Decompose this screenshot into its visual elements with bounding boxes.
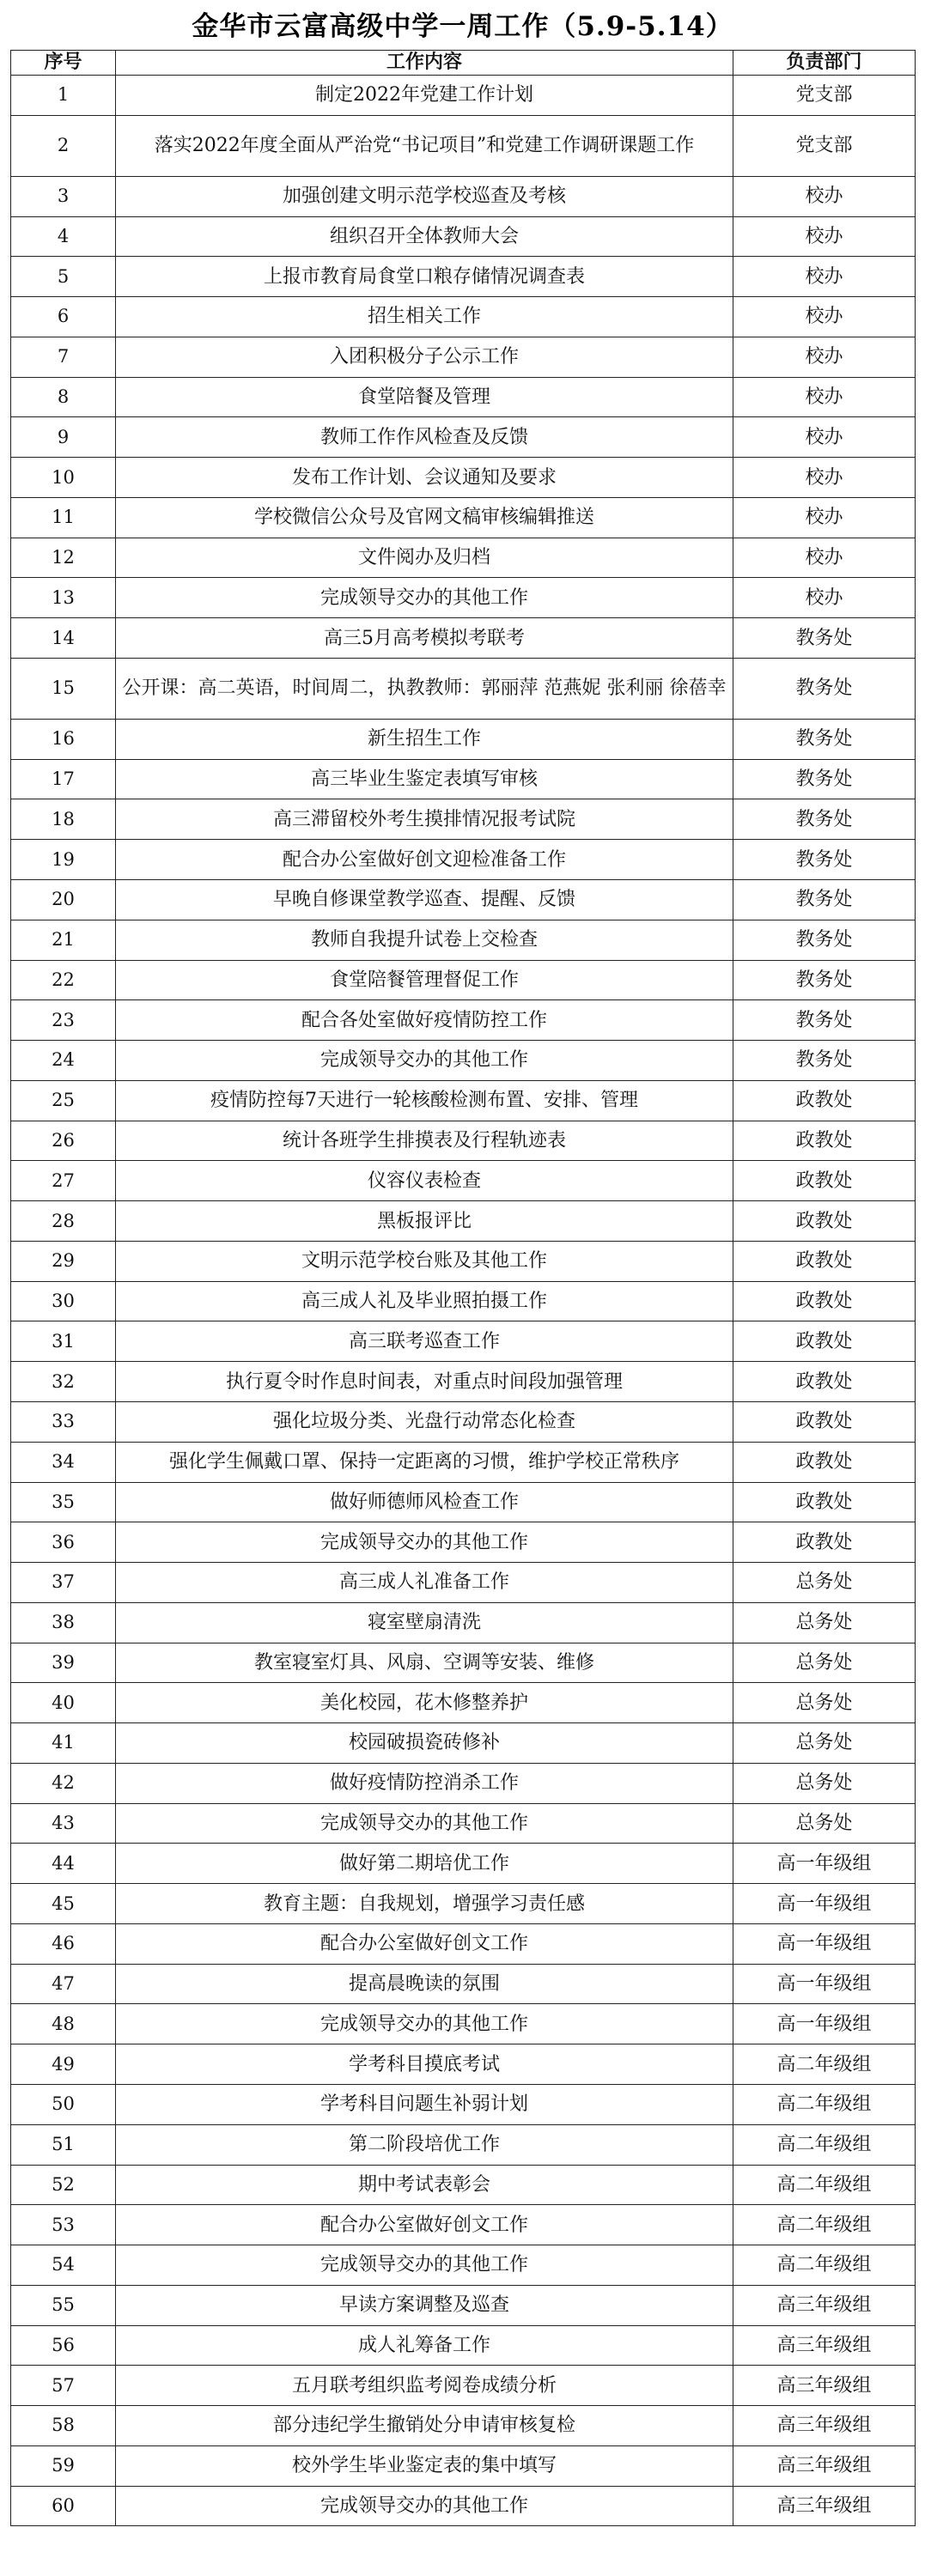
table-row — [11, 1321, 916, 1362]
table-row — [11, 759, 916, 799]
serial-number-cell: 56 — [11, 2325, 116, 2366]
work-content-cell: 完成领导交办的其他工作 — [116, 1522, 733, 1563]
serial-number-cell: 43 — [11, 1803, 116, 1844]
responsible-department-cell: 高二年级组 — [733, 2245, 916, 2286]
responsible-department-cell: 总务处 — [733, 1803, 916, 1844]
work-content-cell: 学考科目问题生补弱计划 — [116, 2084, 733, 2124]
work-content-cell: 配合各处室做好疫情防控工作 — [116, 1000, 733, 1041]
serial-number-cell: 31 — [11, 1321, 116, 1362]
work-content-cell: 教育主题：自我规划，增强学习责任感 — [116, 1884, 733, 1924]
responsible-department-cell: 政教处 — [733, 1522, 916, 1563]
responsible-department-cell: 教务处 — [733, 759, 916, 799]
work-content-cell: 上报市教育局食堂口粮存储情况调查表 — [116, 257, 733, 297]
responsible-department-cell: 高三年级组 — [733, 2406, 916, 2446]
work-content-cell: 第二阶段培优工作 — [116, 2124, 733, 2165]
serial-number-cell: 25 — [11, 1080, 116, 1121]
responsible-department-cell: 政教处 — [733, 1482, 916, 1522]
serial-number-cell: 2 — [11, 115, 116, 176]
table-row — [11, 216, 916, 257]
table-row — [11, 2084, 916, 2124]
responsible-department-cell: 教务处 — [733, 658, 916, 719]
work-content-cell: 教室寝室灯具、风扇、空调等安装、维修 — [116, 1643, 733, 1683]
table-row — [11, 2245, 916, 2286]
serial-number-cell: 27 — [11, 1161, 116, 1201]
serial-number-cell: 45 — [11, 1884, 116, 1924]
serial-number-cell: 51 — [11, 2124, 116, 2165]
responsible-department-cell: 政教处 — [733, 1080, 916, 1121]
table-row — [11, 1121, 916, 1161]
serial-number-cell: 23 — [11, 1000, 116, 1041]
work-content-cell: 完成领导交办的其他工作 — [116, 1803, 733, 1844]
work-content-cell: 高三成人礼及毕业照拍摄工作 — [116, 1281, 733, 1321]
table-row — [11, 2165, 916, 2205]
work-content-cell: 完成领导交办的其他工作 — [116, 2486, 733, 2526]
serial-number-cell: 18 — [11, 799, 116, 840]
serial-number-cell: 13 — [11, 578, 116, 618]
table-row — [11, 1442, 916, 1482]
responsible-department-cell: 总务处 — [733, 1563, 916, 1603]
serial-number-cell: 7 — [11, 337, 116, 377]
responsible-department-cell: 政教处 — [733, 1281, 916, 1321]
table-row — [11, 1482, 916, 1522]
work-content-cell: 配合办公室做好创文工作 — [116, 2205, 733, 2245]
table-row — [11, 1763, 916, 1803]
work-content-cell: 文明示范学校台账及其他工作 — [116, 1241, 733, 1281]
table-row — [11, 1000, 916, 1041]
responsible-department-cell: 高三年级组 — [733, 2445, 916, 2486]
table-row — [11, 257, 916, 297]
table-row — [11, 2285, 916, 2325]
table-row — [11, 1563, 916, 1603]
table-row — [11, 920, 916, 960]
work-content-cell: 提高晨晚读的氛围 — [116, 1964, 733, 2004]
work-content-cell: 制定2022年党建工作计划 — [116, 76, 733, 116]
work-content-cell: 配合办公室做好创文工作 — [116, 1923, 733, 1964]
table-row — [11, 960, 916, 1000]
serial-number-cell: 54 — [11, 2245, 116, 2286]
responsible-department-cell: 党支部 — [733, 76, 916, 116]
work-content-cell: 落实2022年度全面从严治党“书记项目”和党建工作调研课题工作 — [116, 115, 733, 176]
table-row — [11, 2004, 916, 2044]
responsible-department-cell: 党支部 — [733, 115, 916, 176]
serial-number-cell: 50 — [11, 2084, 116, 2124]
work-content-cell: 统计各班学生排摸表及行程轨迹表 — [116, 1121, 733, 1161]
responsible-department-cell: 教务处 — [733, 960, 916, 1000]
work-content-cell: 执行夏令时作息时间表，对重点时间段加强管理 — [116, 1362, 733, 1402]
responsible-department-cell: 高三年级组 — [733, 2285, 916, 2325]
work-content-cell: 食堂陪餐及管理 — [116, 377, 733, 417]
work-content-cell: 高三5月高考模拟考联考 — [116, 618, 733, 659]
table-row — [11, 1723, 916, 1764]
work-content-cell: 仪容仪表检查 — [116, 1161, 733, 1201]
responsible-department-cell: 校办 — [733, 417, 916, 458]
work-content-cell: 做好第二期培优工作 — [116, 1844, 733, 1884]
serial-number-cell: 1 — [11, 76, 116, 116]
responsible-department-cell: 校办 — [733, 578, 916, 618]
work-content-cell: 完成领导交办的其他工作 — [116, 578, 733, 618]
work-content-cell: 期中考试表彰会 — [116, 2165, 733, 2205]
responsible-department-cell: 总务处 — [733, 1643, 916, 1683]
serial-number-cell: 14 — [11, 618, 116, 659]
responsible-department-cell: 教务处 — [733, 840, 916, 880]
work-content-cell: 部分违纪学生撤销处分申请审核复检 — [116, 2406, 733, 2446]
serial-number-cell: 22 — [11, 960, 116, 1000]
serial-number-cell: 53 — [11, 2205, 116, 2245]
serial-number-cell: 30 — [11, 1281, 116, 1321]
work-content-cell: 食堂陪餐管理督促工作 — [116, 960, 733, 1000]
responsible-department-cell: 总务处 — [733, 1723, 916, 1764]
table-row — [11, 658, 916, 719]
responsible-department-cell: 校办 — [733, 377, 916, 417]
responsible-department-cell: 高三年级组 — [733, 2325, 916, 2366]
table-row — [11, 337, 916, 377]
serial-number-cell: 20 — [11, 880, 116, 920]
responsible-department-cell: 校办 — [733, 538, 916, 578]
responsible-department-cell: 高二年级组 — [733, 2165, 916, 2205]
work-content-cell: 高三滞留校外考生摸排情况报考试院 — [116, 799, 733, 840]
serial-number-cell: 39 — [11, 1643, 116, 1683]
responsible-department-cell: 校办 — [733, 176, 916, 216]
responsible-department-cell: 高一年级组 — [733, 2004, 916, 2044]
serial-number-cell: 5 — [11, 257, 116, 297]
work-content-cell: 学校微信公众号及官网文稿审核编辑推送 — [116, 497, 733, 538]
responsible-department-cell: 教务处 — [733, 618, 916, 659]
responsible-department-cell: 校办 — [733, 257, 916, 297]
table-row — [11, 115, 916, 176]
responsible-department-cell: 校办 — [733, 497, 916, 538]
work-content-cell: 做好师德师风检查工作 — [116, 1482, 733, 1522]
responsible-department-cell: 高二年级组 — [733, 2084, 916, 2124]
table-row — [11, 719, 916, 759]
table-row — [11, 1241, 916, 1281]
header-serial-number: 序号 — [11, 51, 116, 76]
work-content-cell: 完成领导交办的其他工作 — [116, 2245, 733, 2286]
work-content-cell: 高三毕业生鉴定表填写审核 — [116, 759, 733, 799]
responsible-department-cell: 教务处 — [733, 719, 916, 759]
table-row — [11, 840, 916, 880]
header-responsible-department: 负责部门 — [733, 51, 916, 76]
responsible-department-cell: 高三年级组 — [733, 2486, 916, 2526]
serial-number-cell: 37 — [11, 1563, 116, 1603]
responsible-department-cell: 高一年级组 — [733, 1964, 916, 2004]
responsible-department-cell: 高三年级组 — [733, 2366, 916, 2406]
table-row — [11, 1080, 916, 1121]
work-content-cell: 做好疫情防控消杀工作 — [116, 1763, 733, 1803]
responsible-department-cell: 教务处 — [733, 880, 916, 920]
table-row — [11, 1602, 916, 1643]
table-row — [11, 497, 916, 538]
serial-number-cell: 6 — [11, 297, 116, 337]
serial-number-cell: 42 — [11, 1763, 116, 1803]
work-content-cell: 配合办公室做好创文迎检准备工作 — [116, 840, 733, 880]
header-row — [11, 51, 916, 76]
table-body — [11, 76, 916, 2526]
table-row — [11, 76, 916, 116]
responsible-department-cell: 教务处 — [733, 799, 916, 840]
serial-number-cell: 59 — [11, 2445, 116, 2486]
table-row — [11, 618, 916, 659]
document-title: 金华市云富高级中学一周工作（5.9-5.14） — [192, 11, 733, 42]
responsible-department-cell: 政教处 — [733, 1401, 916, 1442]
serial-number-cell: 41 — [11, 1723, 116, 1764]
table-row — [11, 2366, 916, 2406]
table-row — [11, 1844, 916, 1884]
work-content-cell: 早晚自修课堂教学巡查、提醒、反馈 — [116, 880, 733, 920]
work-content-cell: 黑板报评比 — [116, 1201, 733, 1242]
table-row — [11, 1161, 916, 1201]
table-row — [11, 1803, 916, 1844]
work-content-cell: 文件阅办及归档 — [116, 538, 733, 578]
serial-number-cell: 58 — [11, 2406, 116, 2446]
responsible-department-cell: 校办 — [733, 297, 916, 337]
table-row — [11, 1884, 916, 1924]
work-content-cell: 完成领导交办的其他工作 — [116, 1041, 733, 1081]
responsible-department-cell: 政教处 — [733, 1362, 916, 1402]
work-content-cell: 招生相关工作 — [116, 297, 733, 337]
serial-number-cell: 10 — [11, 458, 116, 498]
table-row — [11, 1201, 916, 1242]
responsible-department-cell: 高一年级组 — [733, 1923, 916, 1964]
table-row — [11, 377, 916, 417]
serial-number-cell: 12 — [11, 538, 116, 578]
table-row — [11, 2124, 916, 2165]
responsible-department-cell: 政教处 — [733, 1241, 916, 1281]
serial-number-cell: 33 — [11, 1401, 116, 1442]
serial-number-cell: 60 — [11, 2486, 116, 2526]
table-row — [11, 1683, 916, 1723]
table-row — [11, 1964, 916, 2004]
responsible-department-cell: 校办 — [733, 458, 916, 498]
table-row — [11, 1522, 916, 1563]
responsible-department-cell: 高一年级组 — [733, 1844, 916, 1884]
table-row — [11, 1923, 916, 1964]
work-content-cell: 发布工作计划、会议通知及要求 — [116, 458, 733, 498]
work-content-cell: 校园破损瓷砖修补 — [116, 1723, 733, 1764]
serial-number-cell: 48 — [11, 2004, 116, 2044]
responsible-department-cell: 政教处 — [733, 1121, 916, 1161]
serial-number-cell: 4 — [11, 216, 116, 257]
work-content-cell: 寝室壁扇清洗 — [116, 1602, 733, 1643]
responsible-department-cell: 高二年级组 — [733, 2124, 916, 2165]
table-row — [11, 458, 916, 498]
responsible-department-cell: 校办 — [733, 216, 916, 257]
work-content-cell: 高三成人礼准备工作 — [116, 1563, 733, 1603]
table-row — [11, 2486, 916, 2526]
table-row — [11, 1643, 916, 1683]
table-row — [11, 2044, 916, 2085]
work-content-cell: 成人礼筹备工作 — [116, 2325, 733, 2366]
work-content-cell: 校外学生毕业鉴定表的集中填写 — [116, 2445, 733, 2486]
serial-number-cell: 38 — [11, 1602, 116, 1643]
serial-number-cell: 9 — [11, 417, 116, 458]
serial-number-cell: 34 — [11, 1442, 116, 1482]
work-content-cell: 教师自我提升试卷上交检查 — [116, 920, 733, 960]
work-content-cell: 美化校园，花木修整养护 — [116, 1683, 733, 1723]
table-row — [11, 297, 916, 337]
serial-number-cell: 19 — [11, 840, 116, 880]
weekly-work-table — [10, 50, 916, 2526]
table-row — [11, 1362, 916, 1402]
serial-number-cell: 15 — [11, 658, 116, 719]
serial-number-cell: 3 — [11, 176, 116, 216]
table-row — [11, 578, 916, 618]
serial-number-cell: 52 — [11, 2165, 116, 2205]
table-row — [11, 1401, 916, 1442]
responsible-department-cell: 教务处 — [733, 920, 916, 960]
responsible-department-cell: 总务处 — [733, 1683, 916, 1723]
serial-number-cell: 11 — [11, 497, 116, 538]
serial-number-cell: 24 — [11, 1041, 116, 1081]
responsible-department-cell: 校办 — [733, 337, 916, 377]
responsible-department-cell: 总务处 — [733, 1763, 916, 1803]
serial-number-cell: 8 — [11, 377, 116, 417]
table-row — [11, 1041, 916, 1081]
responsible-department-cell: 政教处 — [733, 1321, 916, 1362]
table-row — [11, 538, 916, 578]
responsible-department-cell: 政教处 — [733, 1161, 916, 1201]
work-content-cell: 教师工作作风检查及反馈 — [116, 417, 733, 458]
table-row — [11, 799, 916, 840]
responsible-department-cell: 教务处 — [733, 1000, 916, 1041]
work-content-cell: 强化学生佩戴口罩、保持一定距离的习惯，维护学校正常秩序 — [116, 1442, 733, 1482]
table-row — [11, 417, 916, 458]
work-content-cell: 疫情防控每7天进行一轮核酸检测布置、安排、管理 — [116, 1080, 733, 1121]
responsible-department-cell: 高二年级组 — [733, 2044, 916, 2085]
serial-number-cell: 21 — [11, 920, 116, 960]
work-content-cell: 高三联考巡查工作 — [116, 1321, 733, 1362]
table-row — [11, 880, 916, 920]
serial-number-cell: 57 — [11, 2366, 116, 2406]
serial-number-cell: 36 — [11, 1522, 116, 1563]
serial-number-cell: 40 — [11, 1683, 116, 1723]
work-content-cell: 完成领导交办的其他工作 — [116, 2004, 733, 2044]
table-row — [11, 2205, 916, 2245]
serial-number-cell: 46 — [11, 1923, 116, 1964]
responsible-department-cell: 教务处 — [733, 1041, 916, 1081]
work-content-cell: 公开课：高二英语，时间周二，执教教师：郭丽萍 范燕妮 张利丽 徐蓓幸 — [116, 658, 733, 719]
work-content-cell: 五月联考组织监考阅卷成绩分析 — [116, 2366, 733, 2406]
work-content-cell: 加强创建文明示范学校巡查及考核 — [116, 176, 733, 216]
work-content-cell: 学考科目摸底考试 — [116, 2044, 733, 2085]
serial-number-cell: 29 — [11, 1241, 116, 1281]
serial-number-cell: 17 — [11, 759, 116, 799]
responsible-department-cell: 高一年级组 — [733, 1884, 916, 1924]
serial-number-cell: 16 — [11, 719, 116, 759]
responsible-department-cell: 政教处 — [733, 1201, 916, 1242]
table-row — [11, 176, 916, 216]
serial-number-cell: 28 — [11, 1201, 116, 1242]
table-row — [11, 2406, 916, 2446]
work-content-cell: 早读方案调整及巡查 — [116, 2285, 733, 2325]
header-work-content: 工作内容 — [116, 51, 733, 76]
table-row — [11, 1281, 916, 1321]
work-content-cell: 入团积极分子公示工作 — [116, 337, 733, 377]
responsible-department-cell: 高二年级组 — [733, 2205, 916, 2245]
work-content-cell: 新生招生工作 — [116, 719, 733, 759]
table-row — [11, 2325, 916, 2366]
responsible-department-cell: 总务处 — [733, 1602, 916, 1643]
table-row — [11, 2445, 916, 2486]
work-content-cell: 强化垃圾分类、光盘行动常态化检查 — [116, 1401, 733, 1442]
serial-number-cell: 55 — [11, 2285, 116, 2325]
serial-number-cell: 35 — [11, 1482, 116, 1522]
work-content-cell: 组织召开全体教师大会 — [116, 216, 733, 257]
table-header — [11, 51, 916, 76]
serial-number-cell: 49 — [11, 2044, 116, 2085]
serial-number-cell: 32 — [11, 1362, 116, 1402]
serial-number-cell: 26 — [11, 1121, 116, 1161]
responsible-department-cell: 政教处 — [733, 1442, 916, 1482]
serial-number-cell: 44 — [11, 1844, 116, 1884]
serial-number-cell: 47 — [11, 1964, 116, 2004]
